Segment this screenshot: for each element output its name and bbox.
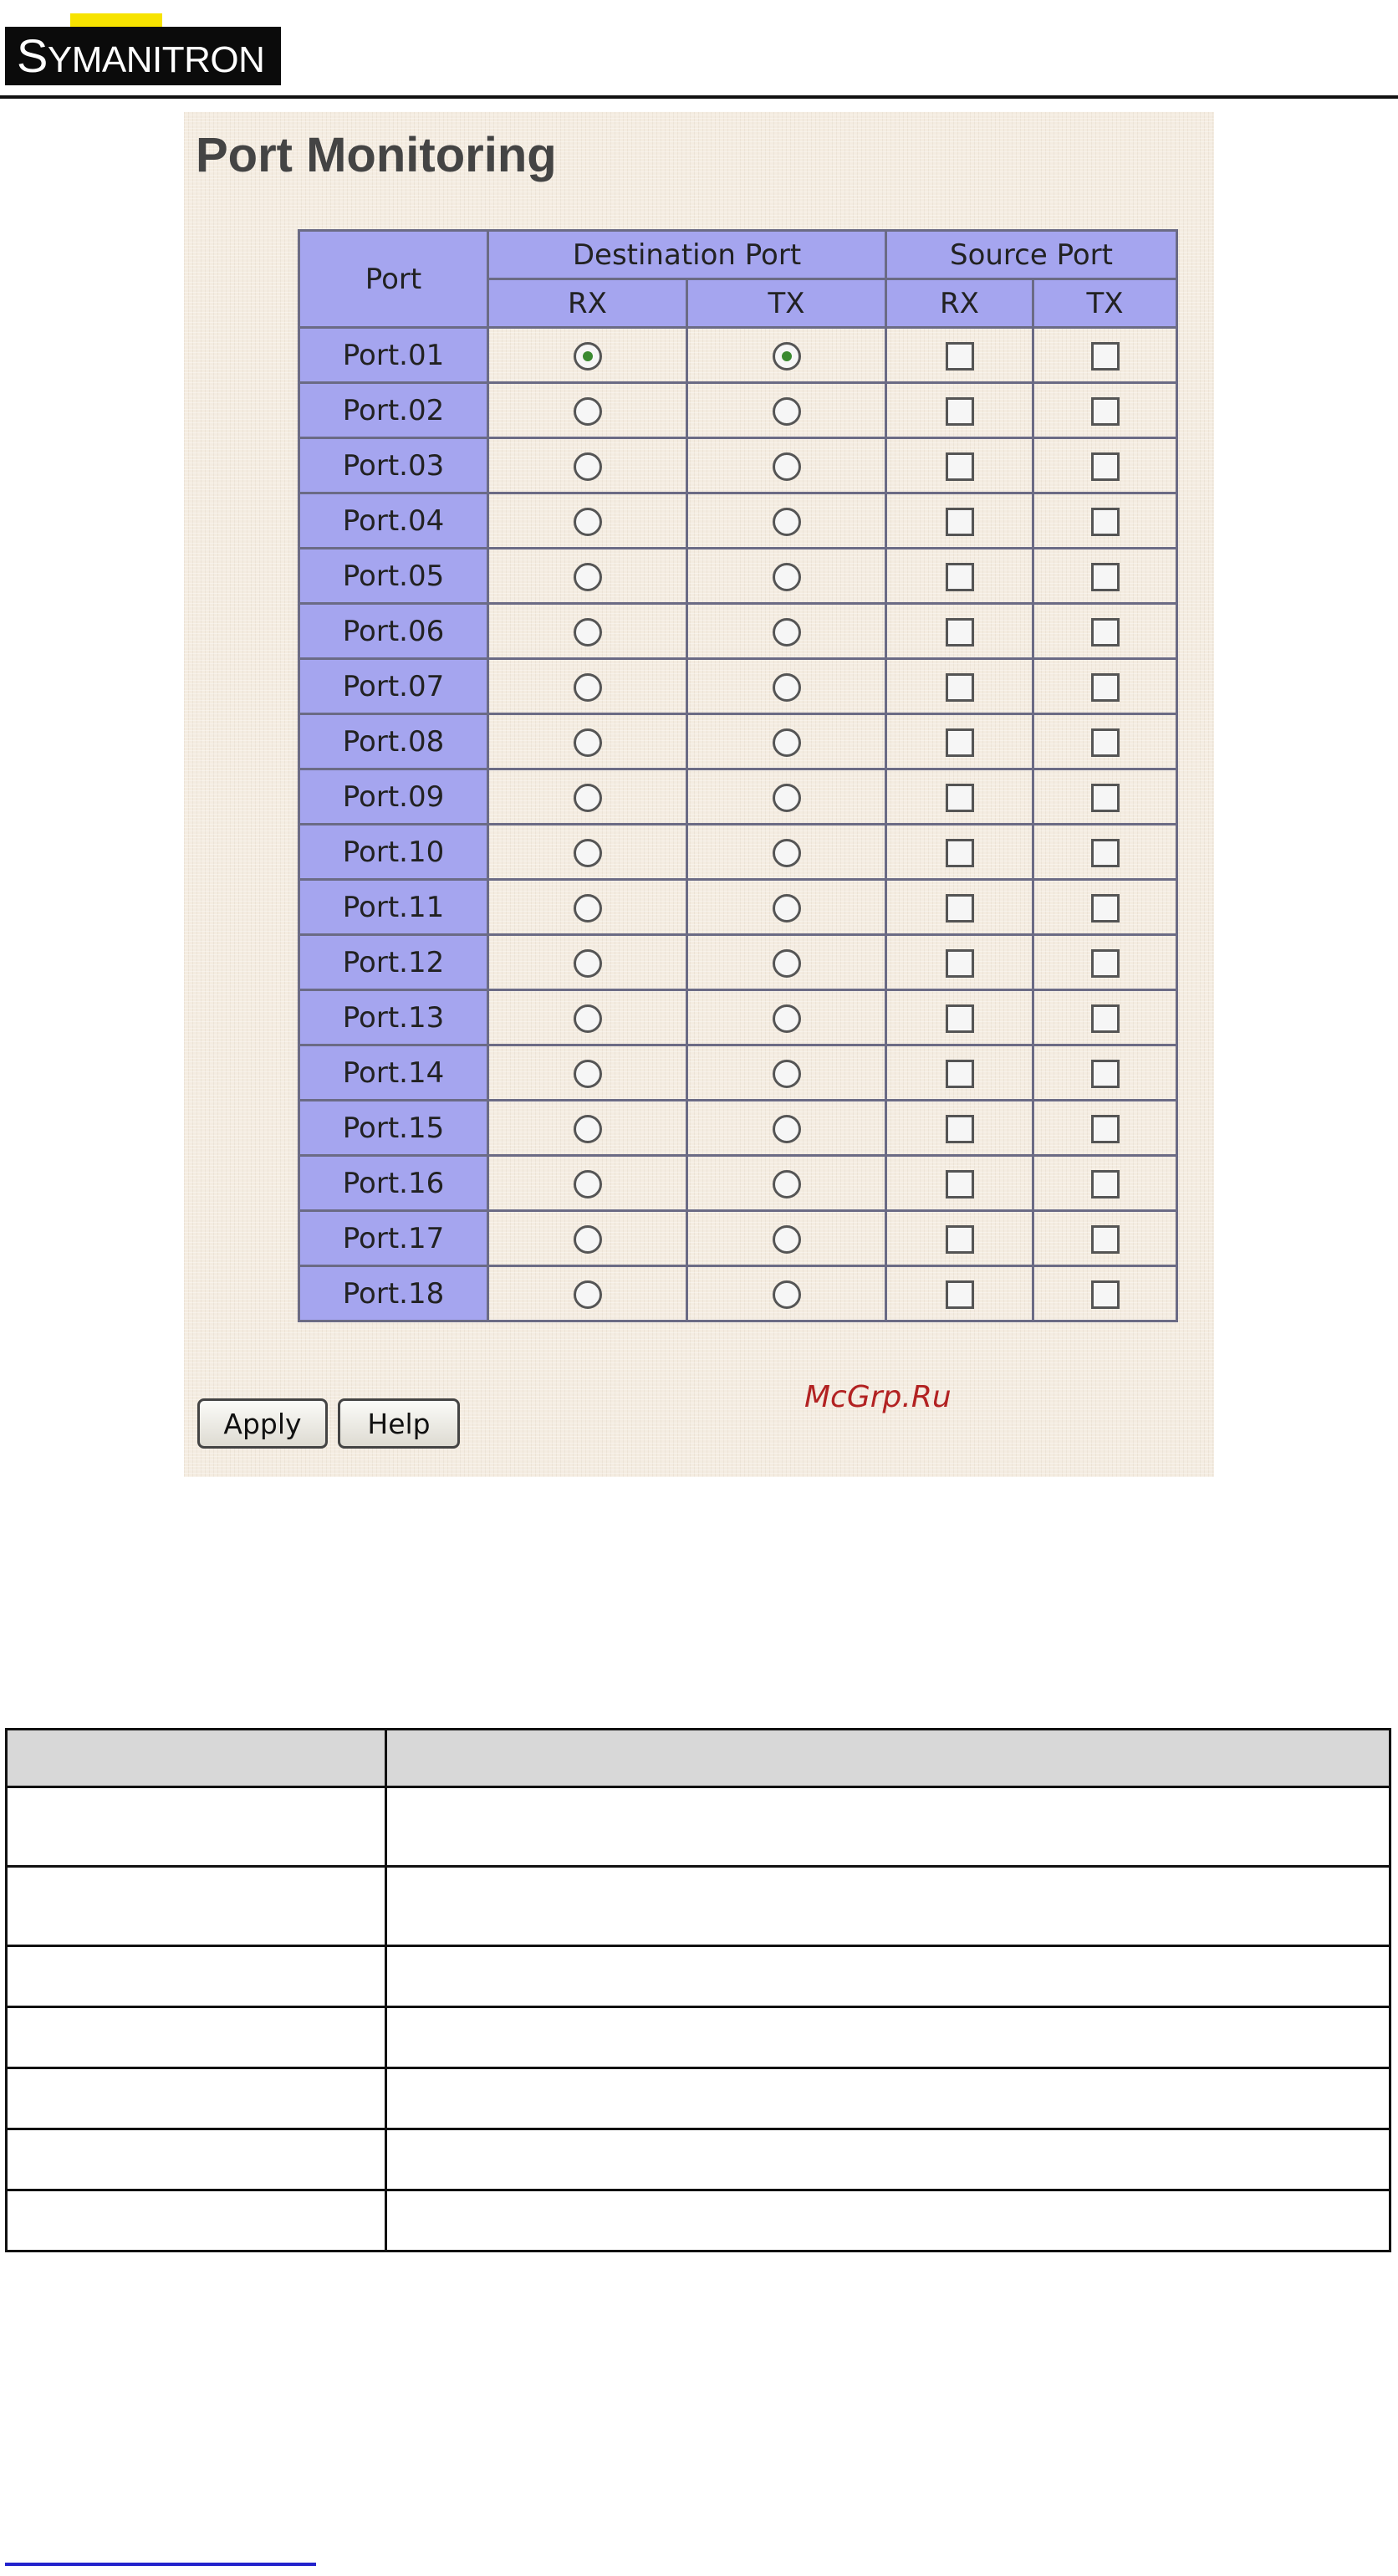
dest-rx-radio[interactable] xyxy=(574,452,602,481)
description-cell-label xyxy=(7,1867,386,1946)
table-row xyxy=(299,990,1177,1045)
table-cell xyxy=(1033,328,1177,383)
footer-link-underline xyxy=(5,2563,316,2566)
source-tx-checkbox[interactable] xyxy=(1091,1170,1120,1199)
port-label: Port.02 xyxy=(299,383,488,438)
dest-tx-radio[interactable] xyxy=(773,894,801,923)
table-cell xyxy=(488,769,687,825)
table-cell xyxy=(687,1101,886,1156)
source-rx-checkbox[interactable] xyxy=(946,397,974,426)
table-cell xyxy=(488,1266,687,1321)
port-monitoring-table xyxy=(298,229,1178,1322)
dest-tx-radio[interactable] xyxy=(773,618,801,647)
source-rx-checkbox[interactable] xyxy=(946,618,974,647)
table-cell xyxy=(886,549,1033,604)
subheader-destination-tx: TX xyxy=(687,279,886,328)
table-cell xyxy=(687,935,886,990)
table-row xyxy=(299,1101,1177,1156)
port-label: Port.05 xyxy=(299,549,488,604)
dest-tx-radio[interactable] xyxy=(773,397,801,426)
column-header-destination-port: Destination Port xyxy=(488,231,886,279)
source-tx-checkbox[interactable] xyxy=(1091,784,1120,812)
port-label: Port.03 xyxy=(299,438,488,493)
table-row xyxy=(299,438,1177,493)
description-row xyxy=(7,2190,1390,2251)
description-cell-text xyxy=(386,1946,1390,2007)
table-row xyxy=(299,1211,1177,1266)
table-cell xyxy=(1033,1211,1177,1266)
page-title: Port Monitoring xyxy=(196,128,557,182)
source-tx-checkbox[interactable] xyxy=(1091,1225,1120,1254)
table-cell xyxy=(687,714,886,769)
source-rx-checkbox[interactable] xyxy=(946,894,974,923)
table-cell xyxy=(687,990,886,1045)
table-cell xyxy=(886,383,1033,438)
port-label: Port.15 xyxy=(299,1101,488,1156)
description-rows xyxy=(7,1787,1390,2251)
source-rx-checkbox[interactable] xyxy=(946,784,974,812)
description-cell-label xyxy=(7,2068,386,2129)
table-cell xyxy=(1033,935,1177,990)
port-label: Port.12 xyxy=(299,935,488,990)
table-cell xyxy=(488,328,687,383)
table-cell xyxy=(886,328,1033,383)
dest-tx-radio[interactable] xyxy=(773,1004,801,1033)
port-label: Port.09 xyxy=(299,769,488,825)
description-cell-label xyxy=(7,1787,386,1867)
table-cell xyxy=(488,1045,687,1101)
source-tx-checkbox[interactable] xyxy=(1091,342,1120,371)
table-cell xyxy=(1033,549,1177,604)
port-rows xyxy=(299,328,1177,1321)
table-cell xyxy=(886,604,1033,659)
port-label: Port.07 xyxy=(299,659,488,714)
port-label: Port.06 xyxy=(299,604,488,659)
port-label: Port.18 xyxy=(299,1266,488,1321)
table-cell xyxy=(886,1101,1033,1156)
dest-rx-radio[interactable] xyxy=(574,839,602,867)
dest-tx-radio[interactable] xyxy=(773,1060,801,1088)
table-cell xyxy=(687,549,886,604)
source-rx-checkbox[interactable] xyxy=(946,949,974,978)
subheader-destination-rx: RX xyxy=(488,279,687,328)
dest-rx-radio[interactable] xyxy=(574,673,602,702)
table-cell xyxy=(1033,493,1177,549)
dest-tx-radio[interactable] xyxy=(773,342,801,371)
table-cell xyxy=(488,1156,687,1211)
dest-tx-radio[interactable] xyxy=(773,1280,801,1309)
dest-tx-radio[interactable] xyxy=(773,839,801,867)
source-rx-checkbox[interactable] xyxy=(946,673,974,702)
table-cell xyxy=(886,880,1033,935)
table-row xyxy=(299,880,1177,935)
table-cell xyxy=(687,438,886,493)
dest-rx-radio[interactable] xyxy=(574,784,602,812)
watermark-text: McGrp.Ru xyxy=(804,1380,952,1414)
source-rx-checkbox[interactable] xyxy=(946,728,974,757)
description-cell-text xyxy=(386,1787,1390,1867)
dest-rx-radio[interactable] xyxy=(574,618,602,647)
source-tx-checkbox[interactable] xyxy=(1091,949,1120,978)
table-cell xyxy=(488,659,687,714)
dest-rx-radio[interactable] xyxy=(574,1060,602,1088)
dest-rx-radio[interactable] xyxy=(574,508,602,536)
table-cell xyxy=(488,549,687,604)
dest-tx-radio[interactable] xyxy=(773,728,801,757)
dest-tx-radio[interactable] xyxy=(773,1225,801,1254)
source-tx-checkbox[interactable] xyxy=(1091,397,1120,426)
table-cell xyxy=(687,880,886,935)
source-rx-checkbox[interactable] xyxy=(946,1004,974,1033)
description-cell-text xyxy=(386,2190,1390,2251)
source-rx-checkbox[interactable] xyxy=(946,1280,974,1309)
table-row xyxy=(299,328,1177,383)
dest-tx-radio[interactable] xyxy=(773,673,801,702)
table-cell xyxy=(488,383,687,438)
description-cell-label xyxy=(7,2007,386,2068)
table-cell xyxy=(488,714,687,769)
description-header-left xyxy=(7,1730,386,1787)
table-cell xyxy=(886,714,1033,769)
port-monitoring-panel xyxy=(184,112,1214,1477)
source-tx-checkbox[interactable] xyxy=(1091,563,1120,591)
port-label: Port.08 xyxy=(299,714,488,769)
description-cell-label xyxy=(7,2129,386,2190)
dest-tx-radio[interactable] xyxy=(773,1170,801,1199)
column-header-port: Port xyxy=(299,231,488,328)
source-tx-checkbox[interactable] xyxy=(1091,1280,1120,1309)
description-cell-label xyxy=(7,1946,386,2007)
dest-tx-radio[interactable] xyxy=(773,784,801,812)
description-row xyxy=(7,2007,1390,2068)
table-row xyxy=(299,714,1177,769)
port-label: Port.04 xyxy=(299,493,488,549)
table-cell xyxy=(1033,659,1177,714)
dest-rx-radio[interactable] xyxy=(574,1280,602,1309)
table-cell xyxy=(886,990,1033,1045)
table-cell xyxy=(1033,1156,1177,1211)
table-cell xyxy=(687,493,886,549)
table-row xyxy=(299,935,1177,990)
subheader-source-tx: TX xyxy=(1033,279,1177,328)
table-row xyxy=(299,549,1177,604)
table-row xyxy=(299,383,1177,438)
table-cell xyxy=(687,659,886,714)
description-cell-text xyxy=(386,2007,1390,2068)
table-cell xyxy=(687,769,886,825)
description-table xyxy=(5,1728,1391,2252)
port-label: Port.01 xyxy=(299,328,488,383)
table-cell xyxy=(1033,1045,1177,1101)
table-row xyxy=(299,1045,1177,1101)
column-header-source-port: Source Port xyxy=(886,231,1177,279)
dest-tx-radio[interactable] xyxy=(773,508,801,536)
description-cell-text xyxy=(386,1867,1390,1946)
description-row xyxy=(7,2068,1390,2129)
dest-rx-radio[interactable] xyxy=(574,1225,602,1254)
source-tx-checkbox[interactable] xyxy=(1091,728,1120,757)
table-cell xyxy=(488,825,687,880)
help-button[interactable]: Help xyxy=(338,1398,460,1449)
source-tx-checkbox[interactable] xyxy=(1091,618,1120,647)
table-cell xyxy=(1033,880,1177,935)
symanitron-logo xyxy=(5,13,281,85)
description-row xyxy=(7,1867,1390,1946)
description-row xyxy=(7,1787,1390,1867)
table-cell xyxy=(886,1266,1033,1321)
source-tx-checkbox[interactable] xyxy=(1091,452,1120,481)
description-header-right xyxy=(386,1730,1390,1787)
dest-tx-radio[interactable] xyxy=(773,452,801,481)
table-cell xyxy=(488,1211,687,1266)
source-rx-checkbox[interactable] xyxy=(946,1060,974,1088)
dest-tx-radio[interactable] xyxy=(773,563,801,591)
description-cell-text xyxy=(386,2068,1390,2129)
table-cell xyxy=(687,825,886,880)
dest-tx-radio[interactable] xyxy=(773,1115,801,1143)
table-cell xyxy=(488,604,687,659)
source-rx-checkbox[interactable] xyxy=(946,1225,974,1254)
dest-rx-radio[interactable] xyxy=(574,1004,602,1033)
header-divider xyxy=(0,95,1398,99)
source-tx-checkbox[interactable] xyxy=(1091,1004,1120,1033)
table-cell xyxy=(886,1156,1033,1211)
source-rx-checkbox[interactable] xyxy=(946,563,974,591)
dest-rx-radio[interactable] xyxy=(574,728,602,757)
table-cell xyxy=(488,493,687,549)
port-label: Port.17 xyxy=(299,1211,488,1266)
dest-rx-radio[interactable] xyxy=(574,894,602,923)
table-cell xyxy=(1033,1101,1177,1156)
logo-text: SYMANITRON xyxy=(5,27,281,85)
table-cell xyxy=(488,990,687,1045)
dest-rx-radio[interactable] xyxy=(574,1115,602,1143)
table-cell xyxy=(1033,714,1177,769)
table-row xyxy=(299,1156,1177,1211)
dest-rx-radio[interactable] xyxy=(574,342,602,371)
table-cell xyxy=(1033,604,1177,659)
table-row xyxy=(299,769,1177,825)
table-row xyxy=(299,825,1177,880)
description-cell-label xyxy=(7,2190,386,2251)
source-rx-checkbox[interactable] xyxy=(946,508,974,536)
subheader-source-rx: RX xyxy=(886,279,1033,328)
dest-rx-radio[interactable] xyxy=(574,1170,602,1199)
source-tx-checkbox[interactable] xyxy=(1091,673,1120,702)
port-label: Port.14 xyxy=(299,1045,488,1101)
dest-rx-radio[interactable] xyxy=(574,397,602,426)
table-cell xyxy=(1033,1266,1177,1321)
table-cell xyxy=(687,328,886,383)
port-label: Port.13 xyxy=(299,990,488,1045)
source-rx-checkbox[interactable] xyxy=(946,1170,974,1199)
source-rx-checkbox[interactable] xyxy=(946,1115,974,1143)
port-label: Port.11 xyxy=(299,880,488,935)
source-tx-checkbox[interactable] xyxy=(1091,894,1120,923)
table-cell xyxy=(1033,990,1177,1045)
dest-rx-radio[interactable] xyxy=(574,949,602,978)
table-cell xyxy=(1033,825,1177,880)
source-tx-checkbox[interactable] xyxy=(1091,1115,1120,1143)
table-cell xyxy=(886,769,1033,825)
table-row xyxy=(299,659,1177,714)
table-cell xyxy=(488,1101,687,1156)
table-cell xyxy=(687,383,886,438)
description-row xyxy=(7,2129,1390,2190)
table-cell xyxy=(1033,438,1177,493)
source-rx-checkbox[interactable] xyxy=(946,452,974,481)
port-label: Port.16 xyxy=(299,1156,488,1211)
table-cell xyxy=(488,935,687,990)
port-label: Port.10 xyxy=(299,825,488,880)
table-cell xyxy=(687,604,886,659)
source-tx-checkbox[interactable] xyxy=(1091,839,1120,867)
table-row xyxy=(299,604,1177,659)
table-cell xyxy=(886,1045,1033,1101)
table-cell xyxy=(1033,383,1177,438)
table-cell xyxy=(687,1156,886,1211)
source-rx-checkbox[interactable] xyxy=(946,839,974,867)
table-cell xyxy=(886,438,1033,493)
table-cell xyxy=(1033,769,1177,825)
apply-button[interactable]: Apply xyxy=(197,1398,328,1449)
table-cell xyxy=(886,825,1033,880)
table-cell xyxy=(886,1211,1033,1266)
description-row xyxy=(7,1946,1390,2007)
table-cell xyxy=(687,1045,886,1101)
source-rx-checkbox[interactable] xyxy=(946,342,974,371)
table-cell xyxy=(886,659,1033,714)
table-row xyxy=(299,493,1177,549)
description-cell-text xyxy=(386,2129,1390,2190)
table-cell xyxy=(488,880,687,935)
table-cell xyxy=(886,493,1033,549)
table-cell xyxy=(687,1211,886,1266)
table-cell xyxy=(488,438,687,493)
table-cell xyxy=(687,1266,886,1321)
dest-rx-radio[interactable] xyxy=(574,563,602,591)
dest-tx-radio[interactable] xyxy=(773,949,801,978)
source-tx-checkbox[interactable] xyxy=(1091,508,1120,536)
source-tx-checkbox[interactable] xyxy=(1091,1060,1120,1088)
table-cell xyxy=(886,935,1033,990)
table-row xyxy=(299,1266,1177,1321)
